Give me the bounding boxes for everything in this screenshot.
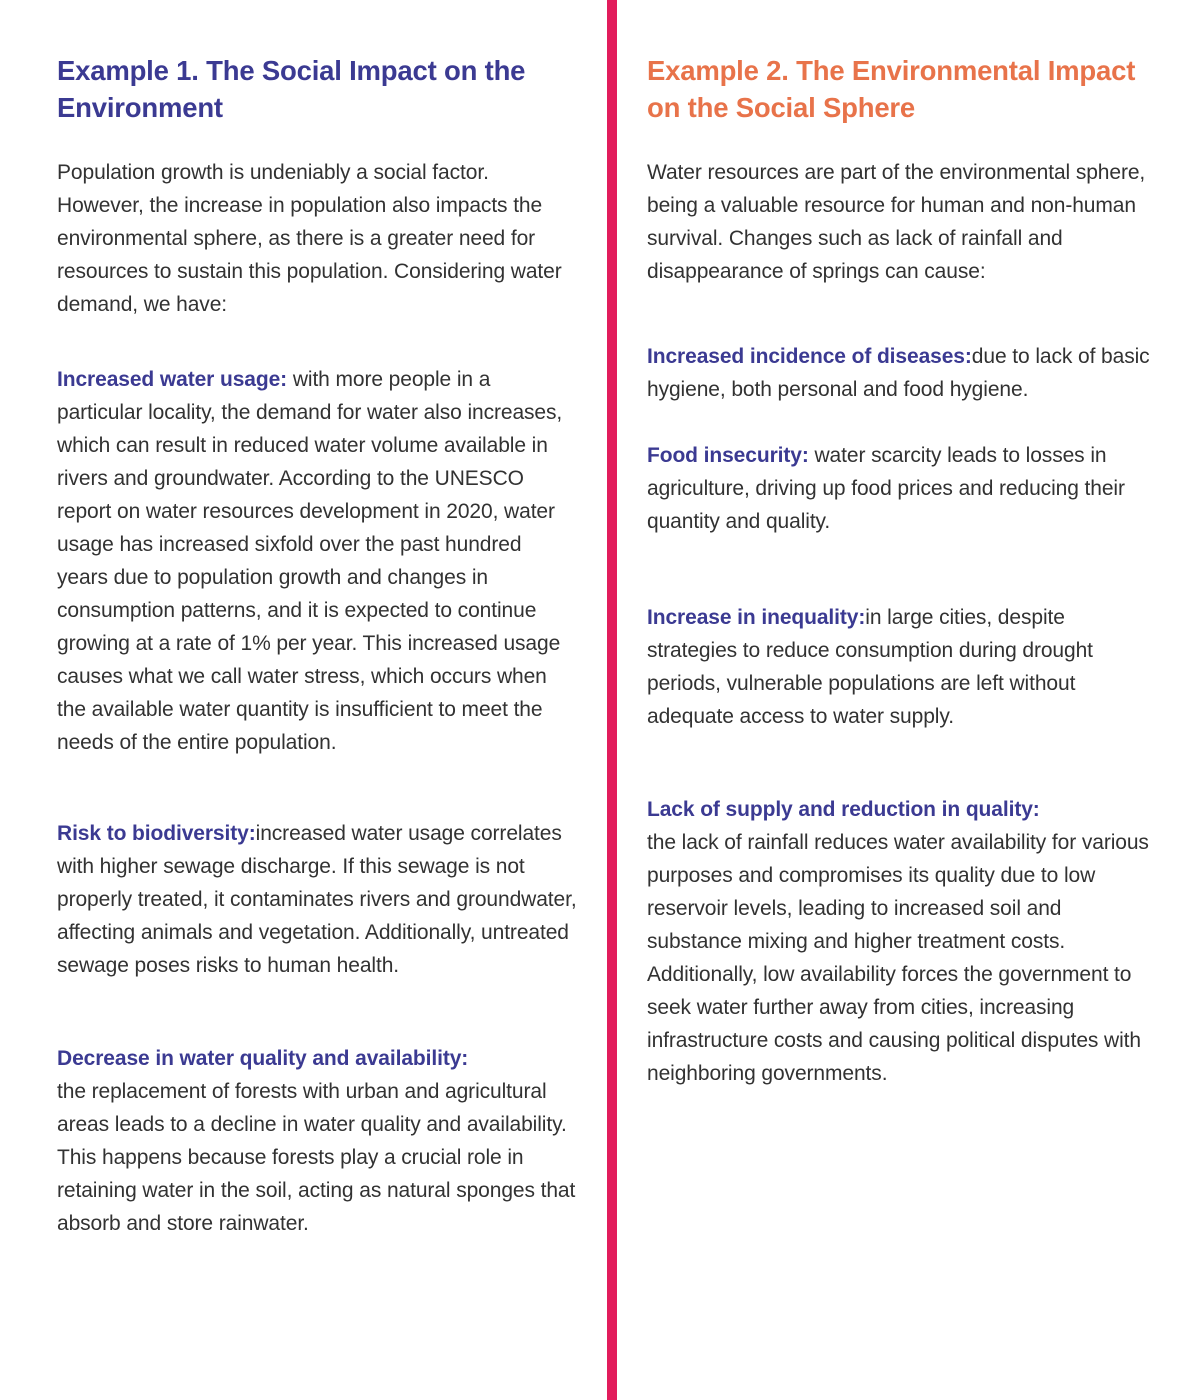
section-increased-water-usage bbox=[57, 363, 577, 759]
section-lead-increase-inequality: Increase in inequality: bbox=[647, 606, 866, 629]
section-lead-decrease-water-quality: Decrease in water quality and availability: bbox=[57, 1047, 469, 1070]
section-lead-food-insecurity: Food insecurity: bbox=[647, 444, 815, 467]
example-1-intro-paragraph: Population growth is undeniably a social factor. However, the increase in population also impacts the environmental sphere, as there is a greater need for resources to sustain this population. Considering water demand, we have: bbox=[57, 161, 562, 316]
column-divider-line bbox=[607, 0, 617, 1400]
section-lead-lack-of-supply: Lack of supply and reduction in quality: bbox=[647, 798, 1040, 821]
section-increased-diseases bbox=[647, 340, 1152, 406]
example-2-intro-paragraph: Water resources are part of the environmental sphere, being a valuable resource for human and non-human survival. Changes such as lack of rainfall and disappearance of springs can cause: bbox=[647, 161, 1146, 283]
section-text-risk-to-biodiversity: increased water usage correlates with higher sewage discharge. If this sewage is not properly treated, it contaminates rivers and groundwater, affecting animals and vegetation. Additionally, untreated sewage poses risks to human health. bbox=[57, 822, 577, 977]
section-increase-inequality bbox=[647, 601, 1152, 733]
section-text-decrease-water-quality: the replacement of forests with urban and agricultural areas leads to a decline in water quality and availability. This happens because forests play a crucial role in retaining water in the soil, acting as natural sponges that absorb and store rainwater. bbox=[57, 1080, 576, 1235]
section-text-lack-of-supply: the lack of rainfall reduces water availability for various purposes and compromises its quality due to low reservoir levels, leading to increased soil and substance mixing and higher treatment costs. Additionally, low availability forces the government to seek water further away from cities, increasing infrastructure costs and causing political disputes with neighboring governments. bbox=[647, 831, 1149, 1085]
example-2-heading: Example 2. The Environmental Impact on the Social Sphere bbox=[647, 55, 1136, 123]
section-lack-of-supply bbox=[647, 793, 1152, 1090]
section-lead-risk-to-biodiversity: Risk to biodiversity: bbox=[57, 822, 256, 845]
column-example-2 bbox=[617, 0, 1200, 1090]
section-risk-to-biodiversity bbox=[57, 817, 577, 982]
section-food-insecurity bbox=[647, 439, 1152, 538]
section-lead-increased-water-usage: Increased water usage: bbox=[57, 368, 293, 391]
section-text-increased-diseases: due to lack of basic hygiene, both personal and food hygiene. bbox=[647, 345, 1150, 401]
example-1-heading: Example 1. The Social Impact on the Environment bbox=[57, 55, 526, 123]
column-example-1 bbox=[0, 0, 607, 1240]
section-text-increase-inequality: in large cities, despite strategies to reduce consumption during drought periods, vulnerable populations are left without adequate access to water supply. bbox=[647, 606, 1093, 728]
section-decrease-water-quality bbox=[57, 1042, 577, 1240]
section-lead-increased-diseases: Increased incidence of diseases: bbox=[647, 345, 972, 368]
section-text-food-insecurity: water scarcity leads to losses in agriculture, driving up food prices and reducing their quantity and quality. bbox=[647, 444, 1125, 533]
section-text-increased-water-usage: with more people in a particular locality, the demand for water also increases, which can result in reduced water volume available in rivers and groundwater. According to the UNESCO report on water resources development in 2020, water usage has increased sixfold over the past hundred years due to population growth and changes in consumption patterns, and it is expected to continue growing at a rate of 1% per year. This increased usage causes what we call water stress, which occurs when the available water quantity is insufficient to meet the needs of the entire population. bbox=[57, 368, 563, 754]
